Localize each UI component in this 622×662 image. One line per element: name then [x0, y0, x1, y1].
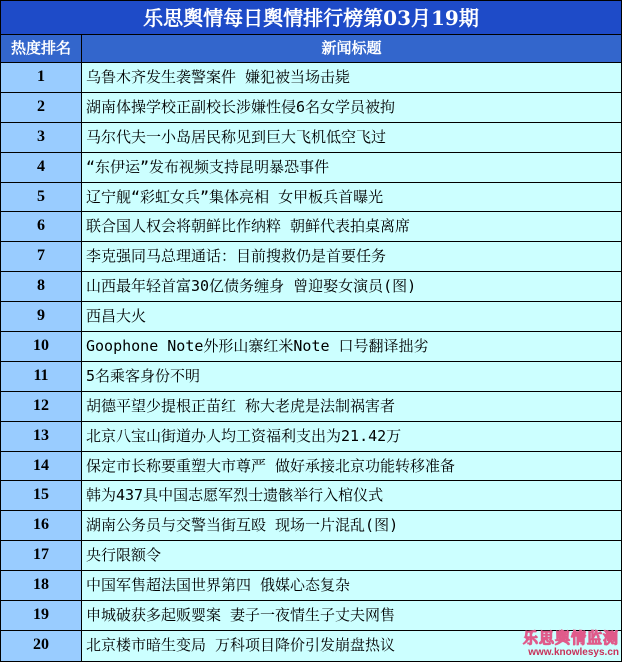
table-row [1, 631, 621, 661]
table-row [1, 93, 621, 123]
table-row [1, 153, 621, 183]
table-row [1, 541, 621, 571]
rank-cell: 12 [1, 392, 82, 421]
news-title-cell[interactable]: 5名乘客身份不明 [82, 362, 621, 391]
news-title-cell[interactable]: 李克强同马总理通话：目前搜救仍是首要任务 [82, 242, 621, 271]
news-title-cell[interactable]: 保定市长称要重塑大市尊严 做好承接北京功能转移准备 [82, 452, 621, 481]
rank-cell: 17 [1, 541, 82, 570]
news-title-cell[interactable]: 联合国人权会将朝鲜比作纳粹 朝鲜代表拍桌离席 [82, 212, 621, 241]
news-title-cell[interactable]: 湖南体操学校正副校长涉嫌性侵6名女学员被拘 [82, 93, 621, 122]
rank-cell: 10 [1, 332, 82, 361]
news-title-cell[interactable]: 马尔代夫一小岛居民称见到巨大飞机低空飞过 [82, 123, 621, 152]
table-row [1, 481, 621, 511]
table-row [1, 242, 621, 272]
news-title-cell[interactable]: 辽宁舰“彩虹女兵”集体亮相 女甲板兵首曝光 [82, 183, 621, 212]
table-row [1, 452, 621, 482]
rank-cell: 5 [1, 183, 82, 212]
news-title-cell[interactable]: 胡德平望少提根正苗红 称大老虎是法制祸害者 [82, 392, 621, 421]
news-title-cell[interactable]: 中国军售超法国世界第四 俄媒心态复杂 [82, 571, 621, 600]
rank-cell: 2 [1, 93, 82, 122]
rank-cell: 6 [1, 212, 82, 241]
table-row [1, 362, 621, 392]
news-title-cell[interactable]: 北京八宝山街道办人均工资福利支出为21.42万 [82, 422, 621, 451]
table-row [1, 601, 621, 631]
news-title-cell[interactable]: 北京楼市暗生变局 万科项目降价引发崩盘热议 [82, 631, 621, 661]
news-title-cell[interactable]: Goophone Note外形山寨红米Note 口号翻译拙劣 [82, 332, 621, 361]
table-body [1, 63, 621, 661]
page-title: 乐思舆情每日舆情排行榜第03月19期 [1, 1, 621, 35]
news-title-cell[interactable]: 山西最年轻首富30亿债务缠身 曾迎娶女演员(图) [82, 272, 621, 301]
rank-cell: 16 [1, 511, 82, 540]
header-news-title: 新闻标题 [82, 35, 621, 62]
table-header [1, 35, 621, 63]
table-row [1, 183, 621, 213]
rank-cell: 15 [1, 481, 82, 510]
rank-cell: 1 [1, 63, 82, 92]
news-title-cell[interactable]: 西昌大火 [82, 302, 621, 331]
table-row [1, 422, 621, 452]
rank-cell: 9 [1, 302, 82, 331]
rank-cell: 19 [1, 601, 82, 630]
table-row [1, 392, 621, 422]
table-row [1, 63, 621, 93]
rank-cell: 14 [1, 452, 82, 481]
rank-cell: 4 [1, 153, 82, 182]
news-title-cell[interactable]: 韩为437具中国志愿军烈士遗骸举行入棺仪式 [82, 481, 621, 510]
table-row [1, 332, 621, 362]
rank-cell: 20 [1, 631, 82, 661]
rank-cell: 7 [1, 242, 82, 271]
news-title-cell[interactable]: 乌鲁木齐发生袭警案件 嫌犯被当场击毙 [82, 63, 621, 92]
rank-cell: 8 [1, 272, 82, 301]
header-rank: 热度排名 [1, 35, 82, 62]
news-title-cell[interactable]: 申城破获多起贩婴案 妻子一夜情生子丈夫网售 [82, 601, 621, 630]
table-row [1, 123, 621, 153]
table-row [1, 511, 621, 541]
table-row [1, 302, 621, 332]
rank-cell: 3 [1, 123, 82, 152]
table-row [1, 212, 621, 242]
news-title-cell[interactable]: 央行限额令 [82, 541, 621, 570]
watermark-url: www.knowlesys.cn [528, 647, 619, 658]
rank-cell: 11 [1, 362, 82, 391]
table-row [1, 272, 621, 302]
news-title-cell[interactable]: 湖南公务员与交警当街互殴 现场一片混乱(图) [82, 511, 621, 540]
rank-cell: 18 [1, 571, 82, 600]
rank-cell: 13 [1, 422, 82, 451]
news-title-cell[interactable]: “东伊运”发布视频支持昆明暴恐事件 [82, 153, 621, 182]
table-row [1, 571, 621, 601]
